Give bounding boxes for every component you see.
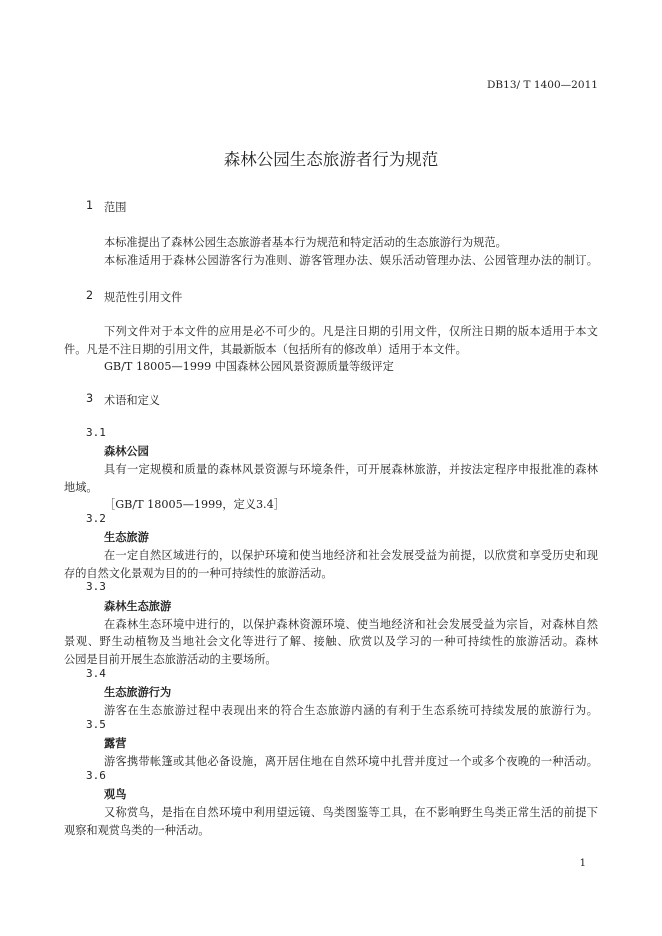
clause-number: 3.3 xyxy=(86,580,106,593)
term-definition-line: 观察和观赏鸟类的一种活动。 xyxy=(64,824,210,837)
section-1-title: 范围 xyxy=(104,201,127,214)
clause-number: 3.2 xyxy=(86,512,106,525)
page-title: 森林公园生态旅游者行为规范 xyxy=(223,150,439,169)
page-number: 1 xyxy=(579,858,586,869)
term-definition-line: 在一定自然区域进行的，以保护环境和使当地经济和社会发展受益为前提，以欣赏和享受历史和现 xyxy=(104,549,599,562)
section-1-paragraph-1: 本标准提出了森林公园生态旅游者基本行为规范和特定活动的生态旅游行为规范。 xyxy=(104,236,507,249)
term-definition-line: 游客携带帐篷或其他必备设施，离开居住地在自然环境中扎营并度过一个或多个夜晚的一种活动。 xyxy=(104,755,599,768)
section-3-number: 3 xyxy=(86,392,94,405)
document-number: DB13/ T 1400—2011 xyxy=(486,79,598,91)
term-definition-line: 存的自然文化景观为目的的一种可持续性的旅游活动。 xyxy=(64,567,333,580)
section-2-paragraph-line-2: 件。凡是不注日期的引用文件，其最新版本（包括所有的修改单）适用于本文件。 xyxy=(64,343,467,356)
clause-number: 3.5 xyxy=(86,718,106,731)
normative-reference: GB/T 18005—1999 中国森林公园风景资源质量等级评定 xyxy=(104,360,394,373)
section-2-paragraph-line-1: 下列文件对于本文件的应用是必不可少的。凡是注日期的引用文件，仅所注日期的版本适用于本文 xyxy=(104,325,599,338)
term-name: 露营 xyxy=(104,737,127,750)
clause-number: 3.6 xyxy=(86,769,106,782)
term-definition-line: 地域。 xyxy=(64,481,98,494)
term-source: ［GB/T 18005—1999，定义3.4］ xyxy=(104,498,285,511)
term-definition-line: 具有一定规模和质量的森林风景资源与环境条件，可开展森林旅游，并按法定程序申报批准的森林 xyxy=(104,463,599,476)
term-name: 生态旅游 xyxy=(104,531,149,544)
term-definition-line: 在森林生态环境中进行的，以保护森林资源环境、使当地经济和社会发展受益为宗旨，对森林自然 xyxy=(104,618,599,631)
term-definition-line: 景观、野生动植物及当地社会文化等进行了解、接触、欣赏以及学习的一种可持续性的旅游活动。森林 xyxy=(64,635,599,648)
clause-number: 3.1 xyxy=(86,426,106,439)
term-name: 森林生态旅游 xyxy=(104,600,172,613)
section-2-title: 规范性引用文件 xyxy=(104,291,183,304)
section-1-number: 1 xyxy=(86,199,94,212)
section-2-number: 2 xyxy=(86,289,94,302)
term-name: 森林公园 xyxy=(104,445,149,458)
section-1-paragraph-2: 本标准适用于森林公园游客行为准则、游客管理办法、娱乐活动管理办法、公园管理办法的制订。 xyxy=(104,254,599,267)
clause-number: 3.4 xyxy=(86,667,106,680)
term-definition-line: 游客在生态旅游过程中表现出来的符合生态旅游内涵的有利于生态系统可持续发展的旅游行为。 xyxy=(104,704,599,717)
term-name: 生态旅游行为 xyxy=(104,686,172,699)
term-name: 观鸟 xyxy=(104,788,127,801)
term-definition-line: 公园是目前开展生态旅游活动的主要场所。 xyxy=(64,653,277,666)
section-3-title: 术语和定义 xyxy=(104,394,160,407)
term-definition-line: 又称赏鸟，是指在自然环境中利用望远镜、鸟类图鉴等工具，在不影响野生鸟类正常生活的前提下 xyxy=(104,806,599,819)
